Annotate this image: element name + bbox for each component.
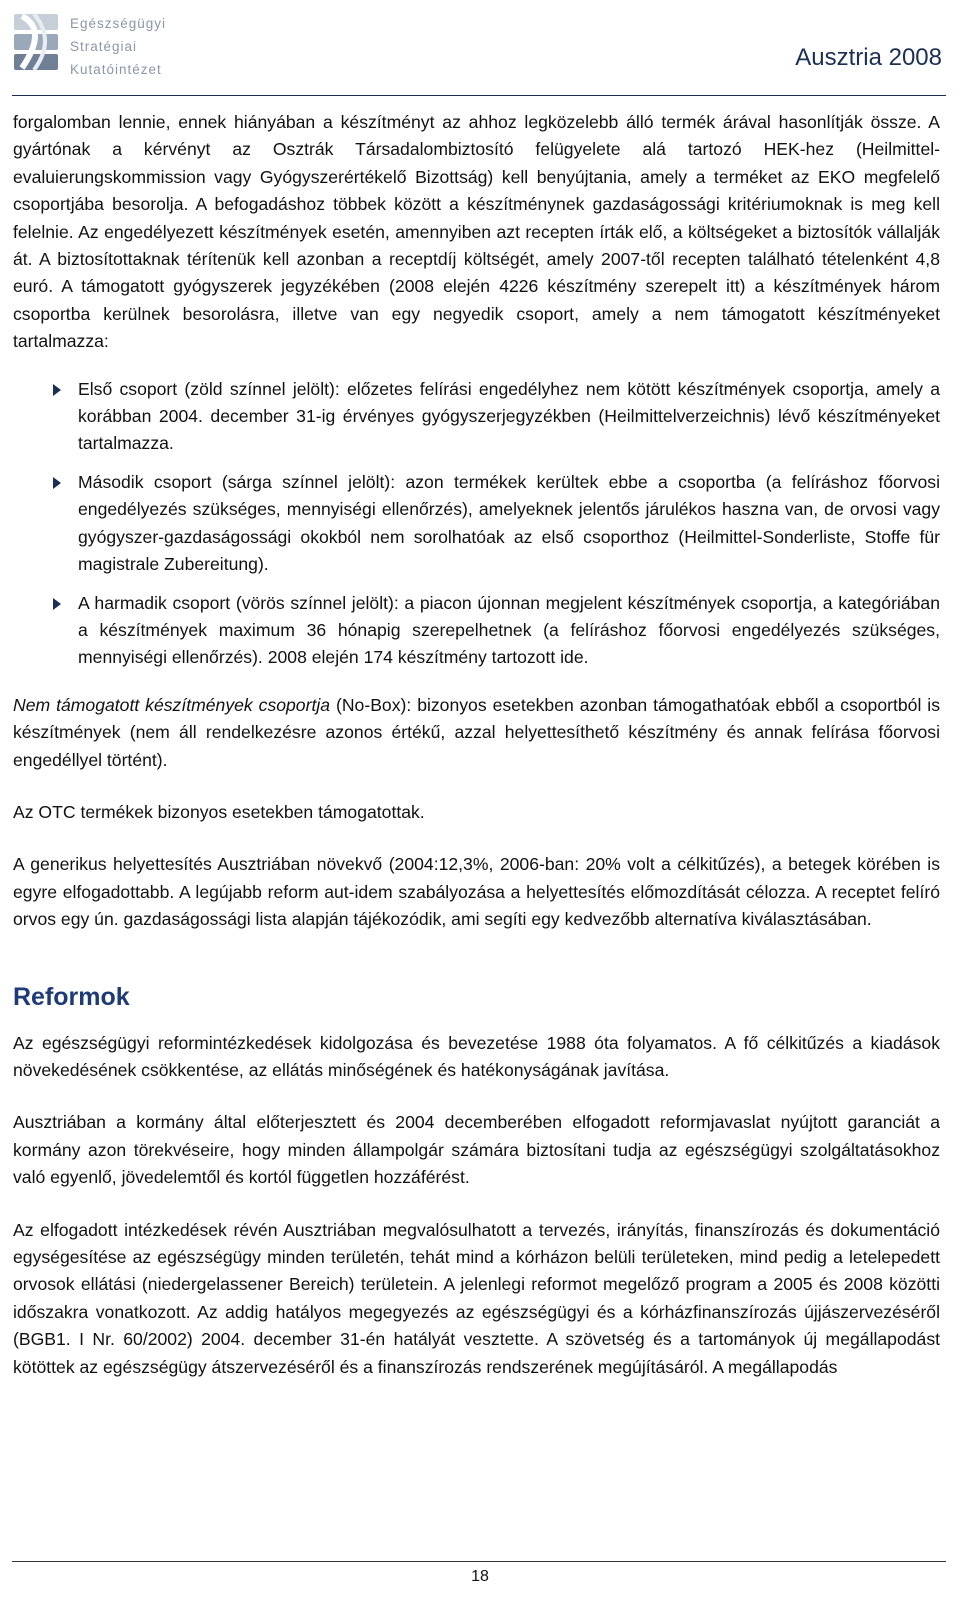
list-item-text: Második csoport (sárga színnel jelölt): azon termékek kerültek ebbe a csoportba (a felíráshoz főorvosi engedélyezés szükséges, mennyiségi ellenőrzés), amelyeknek jelentős járulékos haszna van, de orvosi vagy gyógyszer-gazdaságossági okokból nem sorolhatóak az első csoporthoz (Heilmittel-Sonderliste, Stoffe für magistrale Zubereitung). bbox=[78, 471, 940, 575]
paragraph-approval-process: forgalomban lennie, ennek hiányában a készítményt az ahhoz legközelebb álló termék árával hasonlítják össze. A gyártónak a kérvényt az Osztrák Társadalombiztosító felügyelete alá tartozó HEK-hez (Heilmittel-evaluierungskommission vagy Gyógyszerértékelő Bizottság) kell benyújtania, amely a terméket az EKO megfelelő csoportjába besorolja. A befogadáshoz többek között a készítménynek gazdaságossági kritériumoknak is meg kell felelnie. Az engedélyezett készítmények esetén, amennyiben azt recepten írták elő, a költségeket a biztosítók vállalják át. A biztosítottaknak térítenük kell azonban a receptdíj költségét, amely 2007-től recepten található tételenként 4,8 euró. A támogatott gyógyszerek jegyzékében (2008 elején 4226 készítmény szerepelt itt) a készítmények három csoportba kerülnek besorolásra, illetve van egy negyedik csoport, amely a nem támogatott készítményeket tartalmazza: bbox=[13, 112, 940, 352]
document-title: Ausztria 2008 bbox=[795, 44, 942, 71]
list-item bbox=[13, 376, 940, 458]
paragraph-reform-2004: Ausztriában a kormány által előterjesztett és 2004 decemberében elfogadott reformjavaslat nyújtott garanciát a kormány azon törekvéseire, hogy minden állampolgár számára biztosítani tudja az egészségügyi szolgáltatásokhoz való egyenlő, jövedelemtől és kortól független hozzáférést. bbox=[13, 1112, 940, 1188]
paragraph-generic-substitution: A generikus helyettesítés Ausztriában növekvő (2004:12,3%, 2006-ban: 20% volt a célkitűzés), a betegek körében is egyre elfogadottabb. A legújabb reform aut-idem szabályozása a helyettesítés előmozdítását célozza. A receptet felíró orvos egy ún. gazdaságossági lista alapján tájékozódik, ami segíti egy kedvezőbb alternatíva kiválasztásában. bbox=[13, 854, 940, 930]
logo-emblem-icon bbox=[12, 10, 72, 85]
list-item bbox=[13, 469, 940, 579]
paragraph-no-box bbox=[13, 692, 940, 774]
no-box-term: Nem támogatott készítmények csoportja bbox=[13, 694, 331, 715]
page-header bbox=[0, 0, 960, 100]
triangle-bullet-icon bbox=[53, 598, 61, 610]
list-item bbox=[13, 590, 940, 672]
page-number: 18 bbox=[471, 1568, 489, 1585]
triangle-bullet-icon bbox=[53, 384, 61, 396]
section-heading: Reformok bbox=[13, 982, 130, 1011]
paragraph-otc: Az OTC termékek bizonyos esetekben támogatottak. bbox=[13, 801, 425, 822]
header-divider bbox=[12, 95, 946, 96]
paragraph-reform-measures: Az elfogadott intézkedések révén Ausztriában megvalósulhatott a tervezés, irányítás, finanszírozás és dokumentáció egységesítése az egészségügy minden területén, tehát mind a kórházon belüli területeken, mind pedig a letelepedett orvosok ellátási (niedergelassener Bereich) területein. A jelenlegi reformot megelőző program a 2005 és 2008 közötti időszakra vonatkozott. Az addig hatályos megegyezés az egészségügyi és a kórházfinanszírozás újjászervezéséről (BGB1. I Nr. 60/2002) 2004. december 31-én hatályát vesztette. A szövetség és a tartományok új megállapodást kötöttek az egészségügy átszervezéséről és a finanszírozás rendszerének megújításáról. A megállapodás bbox=[13, 1219, 940, 1377]
institute-logo bbox=[12, 10, 167, 85]
logo-line-1: Egészségügyi bbox=[70, 16, 167, 31]
list-item-text: A harmadik csoport (vörös színnel jelölt): a piacon újonnan megjelent készítmények csoportja, a kategóriában a készítmények maximum 36 hónapig szerepelhetnek (a felíráshoz főorvosi engedélyezés szükséges, mennyiségi ellenőrzés). 2008 elején 174 készítmény tartozott ide. bbox=[78, 592, 940, 668]
no-box-text: (No-Box): bizonyos esetekben azonban támogathatóak ebből a csoportból is készítmények (nem áll rendelkezésre azonos értékű, azzal helyettesíthető készítmény és annak felírása főorvosi engedéllyel történt). bbox=[13, 694, 940, 770]
page-body bbox=[13, 109, 940, 1381]
logo-line-3: Kutatóintézet bbox=[70, 62, 162, 77]
footer-divider bbox=[12, 1561, 946, 1562]
paragraph-reform-intro: Az egészségügyi reformintézkedések kidolgozása és bevezetése 1988 óta folyamatos. A fő célkitűzés a kiadások növekedésének csökkentése, az ellátás minőségének és hatékonyságának javítása. bbox=[13, 1032, 940, 1080]
logo-line-2: Stratégiai bbox=[70, 39, 138, 54]
reimbursement-groups-list bbox=[13, 376, 940, 672]
list-item-text: Első csoport (zöld színnel jelölt): előzetes felírási engedélyhez nem kötött készítmények csoportja, amely a korábban 2004. december 31-ig érvényes gyógyszerjegyzékben (Heilmittelverzeichnis) lévő készítményeket tartalmazza. bbox=[78, 378, 940, 454]
triangle-bullet-icon bbox=[53, 477, 61, 489]
